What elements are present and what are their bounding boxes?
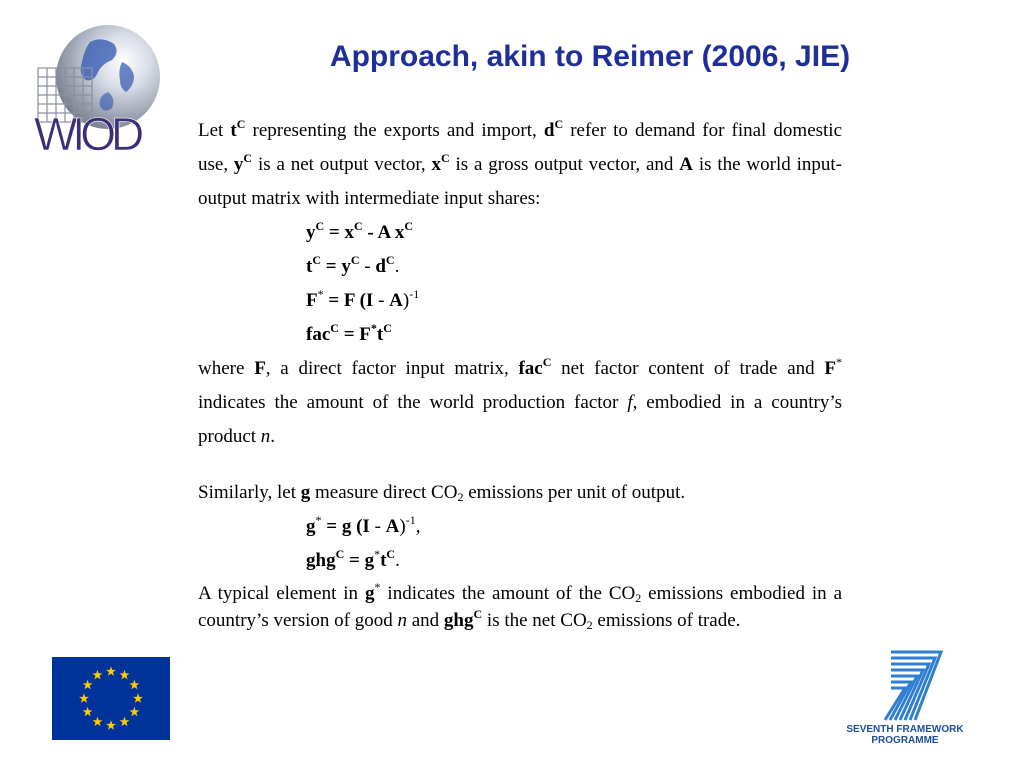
equation-net-output: $y^C = x^C - A$ $x^C$ — [306, 219, 414, 243]
paragraph-similarly: Similarly, let g measure direct $CO_2$ emissions per unit of output. — [198, 482, 686, 504]
eu-flag-icon — [52, 657, 170, 740]
slide-body — [198, 114, 842, 634]
paragraph-where: where F, a direct factor input matrix, fac$^C$ net factor content of trade and F* indicates the amount of the world production factor f, embodied in a country’s product n. — [198, 355, 843, 447]
wiod-logo — [30, 22, 165, 157]
equation-factor-content: $fac^C = F^*t^C$ — [306, 321, 392, 345]
paragraph-typical-element: A typical element in g* indicates the amount of the $CO_2$ emissions embodied in a country’s version of good n and ghg$^C$ is the net $CO_2$ emissions of trade. — [198, 580, 843, 632]
seven-icon — [885, 652, 941, 720]
equation-factor-multiplier: F* = F (I - A)$^{-1}$ — [306, 287, 420, 311]
equation-trade: $t^C = y^C - d^C$. — [306, 253, 400, 277]
equation-emission-multiplier: g* = g (I - A)$^{-1}$, — [306, 513, 421, 537]
fp7-logo — [843, 640, 968, 750]
fp7-text-line1: SEVENTH FRAMEWORK — [846, 724, 964, 735]
slide-title: Approach, akin to Reimer (2006, JIE) — [329, 40, 851, 73]
wiod-logo-text: WIOD — [34, 108, 140, 157]
equation-ghg-content: $ghg^C = g^*t^C$. — [306, 547, 400, 571]
paragraph-definitions: Let $t^C$ representing the exports and import, $d^C$ refer to demand for final domestic use, $y^C$ is a net output vector, $x^C$ is a gross output vector, and A is the world input-output matrix with intermediate input shares: — [198, 117, 843, 209]
fp7-text-line2: PROGRAMME — [871, 735, 939, 746]
